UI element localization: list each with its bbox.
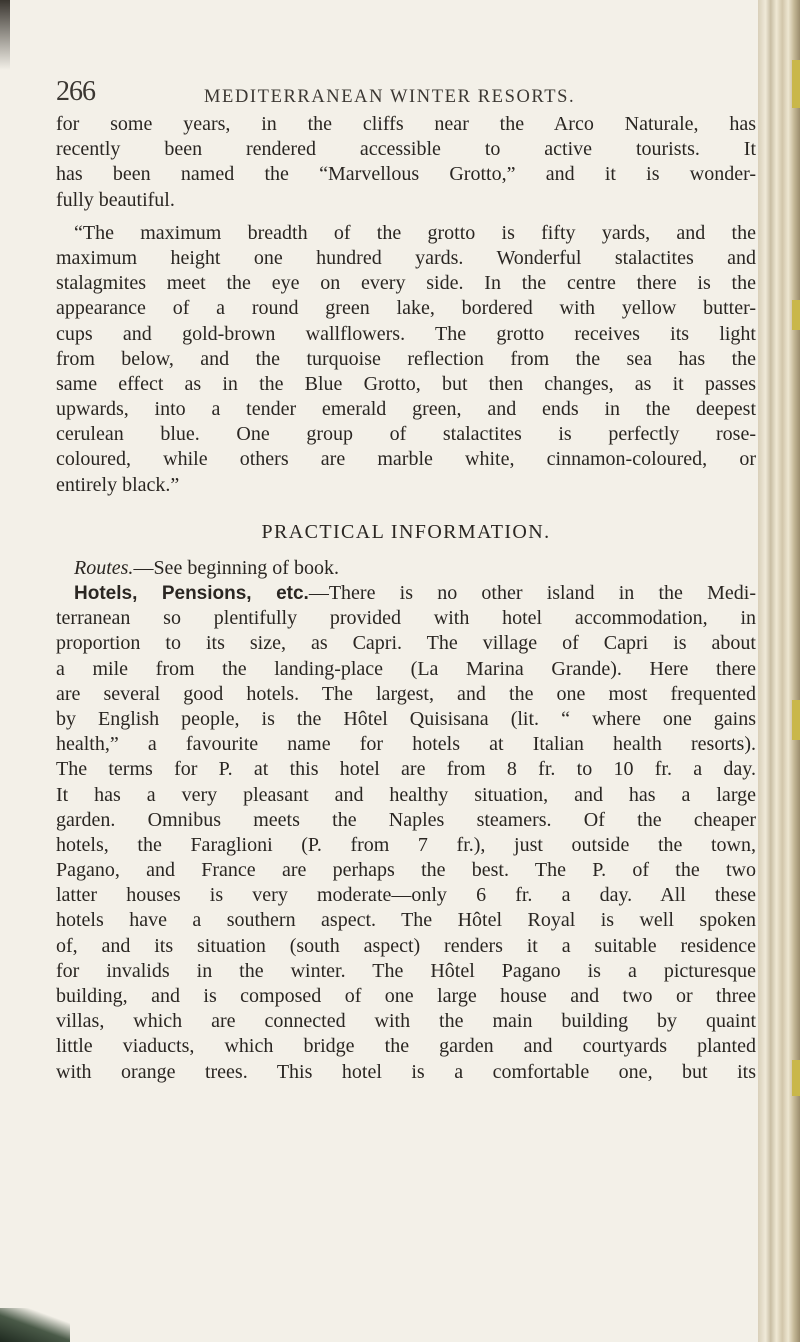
paragraph-grotto-intro [56, 112, 756, 213]
text-line: stalagmites meet the eye on every side. In the centre there is the [56, 272, 756, 295]
edge-tab [792, 60, 800, 108]
text-line: for invalids in the winter. The Hôtel Pagano is a picturesque [56, 959, 756, 982]
text-line: from below, and the turquoise reflection from the sea has the [56, 347, 756, 370]
text-line: by English people, is the Hôtel Quisisana (lit. “ where one gains [56, 707, 756, 730]
page-text [56, 112, 756, 1085]
book-fore-edge [758, 0, 800, 1342]
text-line: health,” a favourite name for hotels at Italian health resorts). [56, 733, 756, 756]
edge-tab [792, 300, 800, 330]
text-line: has been named the “Marvellous Grotto,” and it is wonder- [56, 163, 756, 186]
hotels-entry [56, 581, 756, 606]
text-line: for some years, in the cliffs near the Arco Naturale, has [56, 113, 756, 135]
routes-label: Routes. [74, 556, 134, 579]
paragraph-hotels [56, 606, 756, 1085]
text-line: fully beautiful. [56, 188, 175, 211]
text-line: hotels, the Faraglioni (P. from 7 fr.), just outside the town, [56, 833, 756, 856]
hotels-label: Hotels, Pensions, etc. [74, 583, 309, 604]
page-shadow-top-left [0, 0, 10, 70]
text-line: proportion to its size, as Capri. The village of Capri is about [56, 632, 756, 655]
text-line: cups and gold-brown wallflowers. The grotto receives its light [56, 322, 756, 345]
text-line: entirely black.” [56, 473, 180, 496]
text-line: same effect as in the Blue Grotto, but then changes, as it passes [56, 372, 756, 395]
page-shadow-bottom-left [0, 1308, 70, 1342]
text-line: terranean so plentifully provided with hotel accommodation, in [56, 607, 756, 630]
text-line: are several good hotels. The largest, and the one most frequented [56, 682, 756, 705]
text-line: of, and its situation (south aspect) renders it a suitable residence [56, 934, 756, 957]
running-head: MEDITERRANEAN WINTER RESORTS. [204, 87, 576, 107]
text-line: recently been rendered accessible to active tourists. It [56, 138, 756, 161]
text-line: building, and is composed of one large house and two or three [56, 985, 756, 1007]
text-line: little viaducts, which bridge the garden and courtyards planted [56, 1035, 756, 1058]
edge-tab [792, 1060, 800, 1096]
text-line: coloured, while others are marble white, cinnamon-coloured, or [56, 448, 756, 471]
text-line: villas, which are connected with the main building by quaint [56, 1010, 756, 1033]
text-line: appearance of a round green lake, bordered with yellow butter- [56, 297, 756, 320]
text-line: Pagano, and France are perhaps the best. The P. of the two [56, 859, 756, 882]
text-line: The terms for P. at this hotel are from 8 fr. to 10 fr. a day. [56, 758, 756, 781]
edge-tab [792, 700, 800, 740]
text-line: hotels have a southern aspect. The Hôtel Royal is well spoken [56, 909, 756, 932]
text-line: a mile from the landing-place (La Marina Grande). Here there [56, 657, 756, 680]
text-line: It has a very pleasant and healthy situation, and has a large [56, 783, 756, 806]
routes-entry [56, 556, 756, 581]
text-line: “The maximum breadth of the grotto is fifty yards, and the [74, 221, 756, 244]
text-line: with orange trees. This hotel is a comfortable one, but its [56, 1060, 756, 1083]
text-line: garden. Omnibus meets the Naples steamers. Of the cheaper [56, 808, 756, 831]
hotels-text: —There is no other island in the Medi- [308, 582, 756, 604]
routes-text: —See beginning of book. [133, 556, 339, 579]
text-line: upwards, into a tender emerald green, and ends in the deepest [56, 398, 756, 421]
section-heading: PRACTICAL INFORMATION. [261, 520, 551, 543]
text-line: maximum height one hundred yards. Wonderful stalactites and [56, 246, 756, 269]
text-line: cerulean blue. One group of stalactites is perfectly rose- [56, 423, 756, 446]
paragraph-grotto-quote [56, 221, 756, 498]
page-header [56, 76, 756, 110]
page-number: 266 [56, 76, 95, 107]
text-line: latter houses is very moderate—only 6 fr. a day. All these [56, 884, 756, 907]
